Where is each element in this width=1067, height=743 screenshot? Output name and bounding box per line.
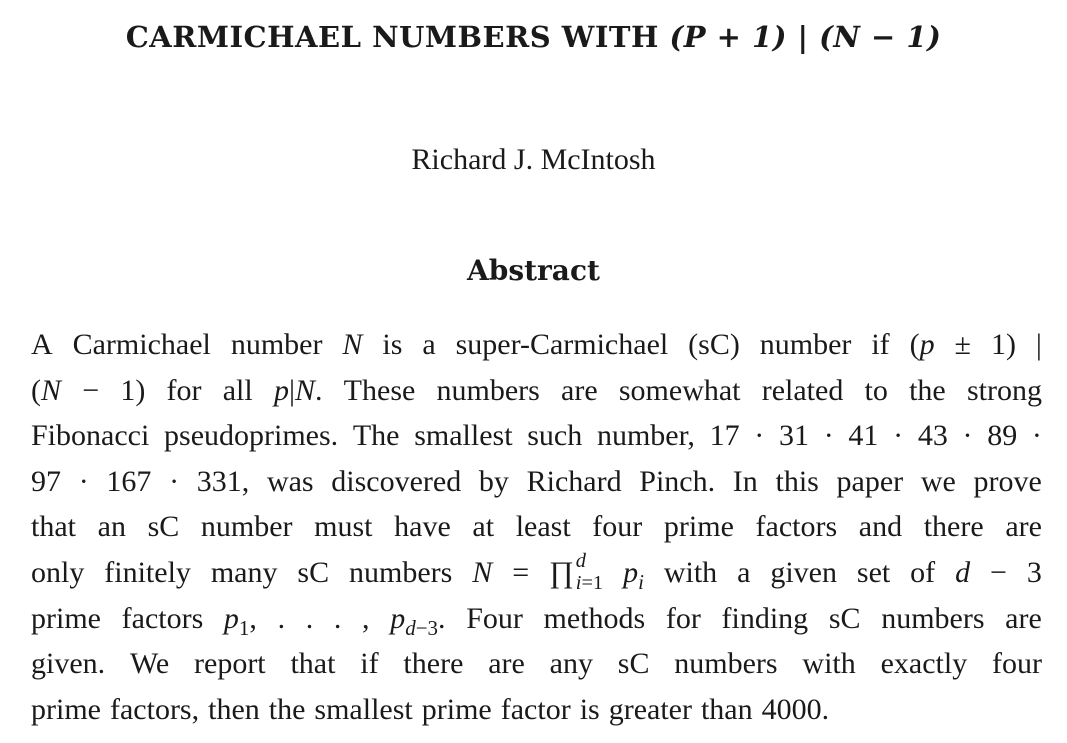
- abstract-word: Richard: [526, 464, 622, 498]
- abstract-word: we: [920, 464, 956, 498]
- abstract-word: is: [382, 328, 403, 361]
- abstract-word: if: [871, 328, 890, 361]
- abstract-word: somewhat: [618, 373, 741, 407]
- abstract-word: are: [488, 647, 525, 681]
- abstract-word: only: [31, 555, 85, 589]
- abstract-word: factors,: [109, 692, 200, 726]
- abstract-word: ·: [169, 464, 180, 498]
- abstract-word: must: [314, 510, 373, 544]
- abstract-word: |: [1035, 328, 1042, 361]
- abstract-word: numbers: [881, 601, 985, 635]
- abstract-word: d: [955, 555, 971, 589]
- abstract-word: then: [208, 692, 260, 726]
- abstract-word: Carmichael: [72, 328, 211, 361]
- abstract-word: 1): [990, 328, 1016, 361]
- abstract-line: [31, 596, 1042, 642]
- paper-author: Richard J. McIntosh: [411, 143, 656, 176]
- abstract-word: if: [360, 647, 379, 681]
- abstract-word: related: [761, 373, 844, 407]
- abstract-word: numbers: [674, 647, 778, 681]
- abstract-word: smallest: [414, 419, 513, 453]
- abstract-word: discovered: [331, 464, 462, 498]
- abstract-word: 167: [106, 464, 152, 498]
- abstract-word: super-Carmichael: [455, 328, 669, 361]
- abstract-word: =: [512, 555, 530, 589]
- abstract-word: 97: [31, 464, 61, 498]
- abstract-word: with: [802, 647, 856, 681]
- abstract-word: 4000.: [761, 692, 830, 726]
- abstract-word: a: [737, 555, 751, 589]
- abstract-word: (N: [31, 373, 62, 407]
- abstract-word: Four: [466, 601, 523, 635]
- abstract-word: have: [394, 510, 451, 544]
- abstract-word: number,: [596, 419, 695, 453]
- abstract-word: of: [910, 555, 936, 589]
- abstract-word: all: [222, 373, 253, 407]
- abstract-heading: Abstract: [467, 254, 600, 287]
- abstract-word: sC: [297, 555, 330, 589]
- abstract-word: prime: [421, 692, 492, 726]
- abstract-word: number: [759, 328, 852, 361]
- abstract-word: N: [472, 555, 493, 589]
- abstract-word: 41: [848, 419, 879, 453]
- abstract-word: was: [266, 464, 314, 498]
- abstract-word: any: [549, 647, 593, 681]
- abstract-word: p|N.: [273, 373, 323, 407]
- abstract-word: methods: [543, 601, 646, 635]
- abstract-word: A: [31, 328, 53, 361]
- abstract-word: four: [592, 510, 643, 544]
- abstract-word: −: [82, 373, 100, 407]
- abstract-word: 17: [709, 419, 740, 453]
- abstract-word: set: [856, 555, 891, 589]
- abstract-word: 31: [779, 419, 809, 453]
- abstract-line: [31, 687, 1042, 733]
- paper-title-text: CARMICHAEL NUMBERS WITH: [125, 20, 659, 54]
- abstract-word: given: [770, 555, 837, 589]
- abstract-line: [31, 641, 1042, 687]
- abstract-word: report: [194, 647, 266, 681]
- abstract-word: numbers: [349, 555, 453, 589]
- abstract-word: many: [210, 555, 278, 589]
- abstract-line: [31, 504, 1042, 550]
- abstract-word: prime: [663, 510, 734, 544]
- abstract-word: that: [290, 647, 336, 681]
- abstract-word: $p_{d-3}$.: [390, 601, 446, 640]
- abstract-word: ,: [362, 601, 370, 635]
- abstract-line: [31, 459, 1042, 505]
- paper-title-formula: (P + 1) | (N − 1): [669, 20, 942, 54]
- abstract-word: there: [403, 647, 464, 681]
- abstract-word: $p_1$,: [223, 601, 257, 640]
- abstract-word: ·: [754, 419, 765, 453]
- abstract-word: factors: [121, 601, 204, 635]
- abstract-word: 43: [917, 419, 948, 453]
- abstract-word: −: [990, 555, 1007, 589]
- abstract-word: prime: [31, 692, 101, 726]
- abstract-word: .: [305, 601, 314, 635]
- abstract-word: finitely: [104, 555, 191, 589]
- abstract-word: 3: [1026, 555, 1042, 589]
- abstract-word: greater: [608, 692, 692, 726]
- abstract-word: such: [527, 419, 583, 453]
- abstract-word: strong: [966, 373, 1042, 407]
- abstract-word: that: [31, 510, 76, 544]
- abstract-word: number: [230, 328, 323, 361]
- paper-title: [0, 20, 1067, 54]
- abstract-word: given.: [31, 647, 106, 681]
- abstract-word: at: [472, 510, 495, 544]
- abstract-word: there: [923, 510, 984, 544]
- abstract-word: sC: [147, 510, 180, 544]
- abstract-word: ±: [954, 328, 972, 361]
- abstract-word: (sC): [688, 328, 740, 361]
- abstract-word: Pinch.: [639, 464, 716, 498]
- abstract-word: are: [1005, 510, 1042, 544]
- abstract-word: .: [277, 601, 286, 635]
- abstract-line: [31, 368, 1042, 414]
- abstract-word: Fibonacci: [31, 419, 150, 453]
- abstract-word: We: [129, 647, 170, 681]
- abstract-word: ·: [962, 419, 973, 453]
- abstract-word: .: [333, 601, 342, 635]
- abstract-word: pseudoprimes.: [164, 419, 339, 453]
- abstract-word: four: [992, 647, 1042, 681]
- abstract-word: factor: [500, 692, 571, 726]
- abstract-line: [31, 413, 1042, 459]
- abstract-word: the: [909, 373, 946, 407]
- abstract-word: ·: [78, 464, 89, 498]
- abstract-word: an: [97, 510, 126, 544]
- abstract-word: and: [858, 510, 903, 544]
- abstract-word: 331,: [196, 464, 250, 498]
- abstract-body: [31, 322, 1042, 732]
- abstract-word: for: [665, 601, 701, 635]
- abstract-word: are: [561, 373, 598, 407]
- abstract-word: (p: [909, 328, 935, 361]
- abstract-word: ·: [823, 419, 834, 453]
- abstract-word: sC: [617, 647, 650, 681]
- abstract-word: a: [422, 328, 436, 361]
- abstract-word: are: [1005, 601, 1042, 635]
- abstract-word: smallest: [314, 692, 413, 726]
- abstract-word: 1): [120, 373, 146, 407]
- abstract-word: by: [478, 464, 509, 498]
- abstract-word: is: [579, 692, 600, 726]
- abstract-word: for: [166, 373, 202, 407]
- abstract-word: N: [342, 328, 363, 361]
- abstract-word: prove: [973, 464, 1042, 498]
- abstract-word: finding: [721, 601, 809, 635]
- abstract-word: number: [200, 510, 293, 544]
- abstract-word: 89: [987, 419, 1018, 453]
- abstract-word: exactly: [880, 647, 968, 681]
- abstract-word: These: [343, 373, 416, 407]
- abstract-word: this: [775, 464, 819, 498]
- abstract-word: paper: [836, 464, 904, 498]
- abstract-line: [31, 550, 1042, 596]
- abstract-word: the: [268, 692, 306, 726]
- abstract-line: [31, 322, 1042, 368]
- abstract-word: than: [700, 692, 753, 726]
- abstract-word: numbers: [436, 373, 540, 407]
- abstract-word: with: [663, 555, 718, 589]
- abstract-word: ·: [1031, 419, 1042, 453]
- abstract-word: factors: [755, 510, 838, 544]
- abstract-word: to: [864, 373, 888, 407]
- abstract-word: The: [352, 419, 400, 453]
- abstract-word: ∏ d i=1: [549, 550, 604, 594]
- abstract-word: ·: [893, 419, 904, 453]
- abstract-word: In: [732, 464, 758, 498]
- abstract-word: prime: [31, 601, 101, 635]
- abstract-word: least: [515, 510, 571, 544]
- abstract-word: sC: [828, 601, 861, 635]
- abstract-word: $p_i$: [623, 555, 644, 595]
